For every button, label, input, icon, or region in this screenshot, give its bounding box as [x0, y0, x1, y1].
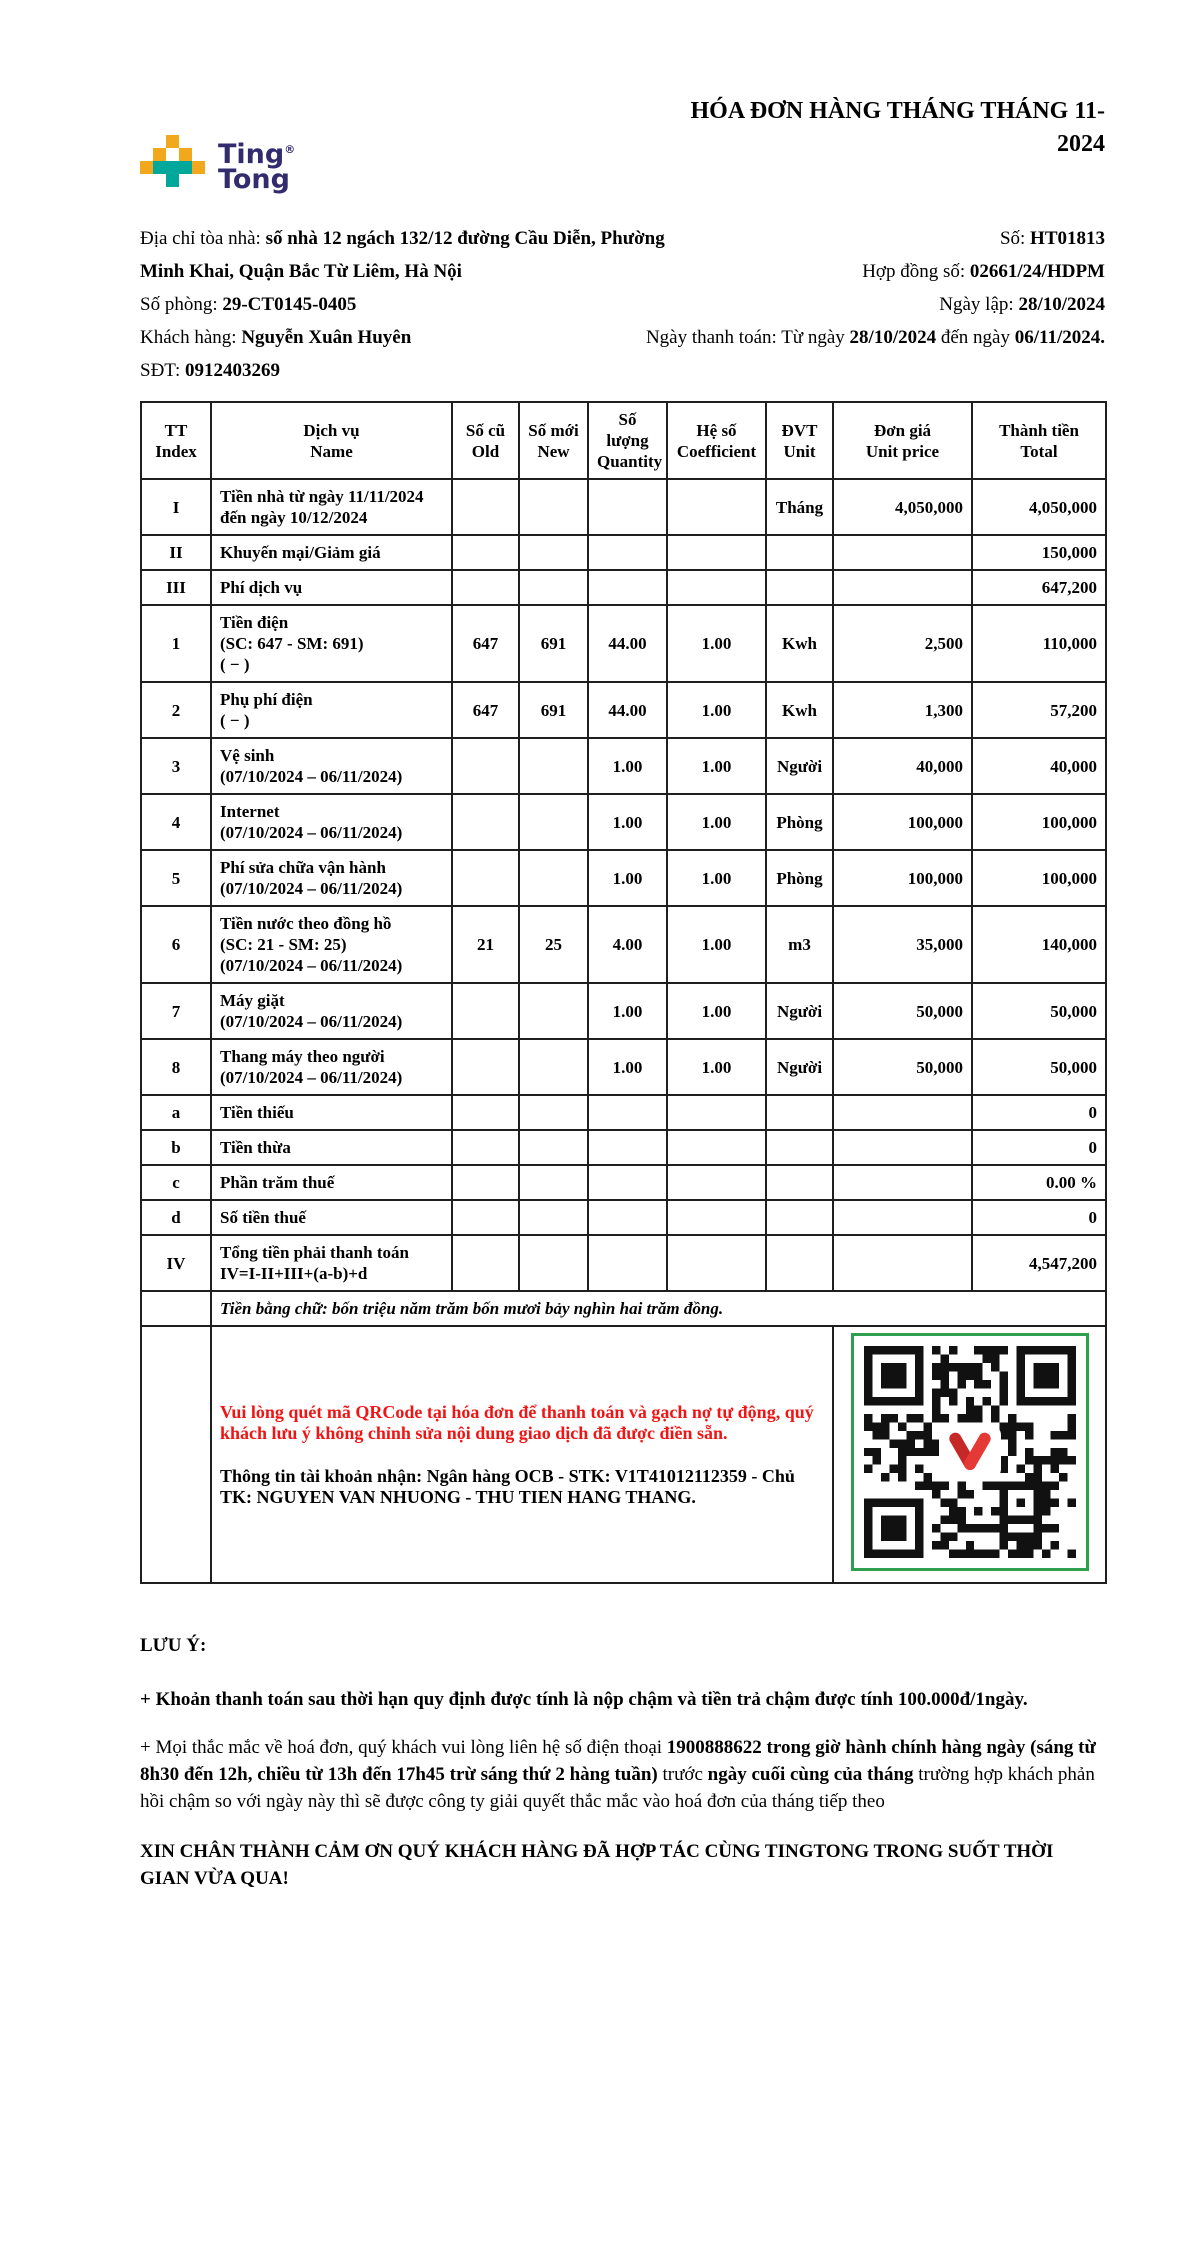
- table-header-cell: Hệ số Coefficient: [667, 402, 766, 479]
- cell-coef: [667, 479, 766, 535]
- cell-name: Tiền nước theo đồng hồ (SC: 21 - SM: 25) (07/10/2024 – 06/11/2024): [211, 906, 452, 983]
- table-header-row: [141, 402, 1106, 479]
- cell-qty: [588, 1130, 667, 1165]
- cell-tt: 3: [141, 738, 211, 794]
- thank-you-note: XIN CHÂN THÀNH CẢM ƠN QUÝ KHÁCH HÀNG ĐÃ HỢP TÁC CÙNG TINGTONG TRONG SUỐT THỜI GIAN VỪA QUA!: [140, 1841, 1054, 1889]
- cell-old: [452, 1095, 519, 1130]
- cell-unit: [766, 570, 833, 605]
- cell-price: 1,300: [833, 682, 972, 738]
- hotline-note: [140, 1734, 1105, 1815]
- text-segment: đến ngày: [936, 327, 1015, 348]
- table-row: [141, 1200, 1106, 1235]
- cell-unit: [766, 1200, 833, 1235]
- cell-name: Phụ phí điện ( − ): [211, 682, 452, 738]
- cell-price: 2,500: [833, 605, 972, 682]
- cell-new: [519, 738, 588, 794]
- cell-tt: I: [141, 479, 211, 535]
- notes-heading: LƯU Ý:: [140, 1635, 207, 1656]
- cell-new: 25: [519, 906, 588, 983]
- cell-name: Khuyến mại/Giảm giá: [211, 535, 452, 570]
- cell-new: [519, 570, 588, 605]
- payment-qr-row: [141, 1326, 1106, 1583]
- cell-coef: 1.00: [667, 983, 766, 1039]
- cell-old: [452, 738, 519, 794]
- text-segment: Hợp đồng số:: [862, 261, 970, 282]
- cell-coef: [667, 535, 766, 570]
- cell-price: [833, 535, 972, 570]
- table-row: [141, 983, 1106, 1039]
- cell-name: Phí sửa chữa vận hành (07/10/2024 – 06/11/2024): [211, 850, 452, 906]
- cell-price: [833, 1095, 972, 1130]
- cell-old: 647: [452, 682, 519, 738]
- text-segment: NGUYEN VAN NHUONG - THU TIEN HANG THANG: [256, 1486, 692, 1507]
- customer-phone: [140, 354, 280, 387]
- info-row: [140, 222, 1105, 255]
- cell-total: 150,000: [972, 535, 1106, 570]
- cell-coef: [667, 1130, 766, 1165]
- cell-old: [452, 535, 519, 570]
- cell-name: Tiền nhà từ ngày 11/11/2024 đến ngày 10/12/2024: [211, 479, 452, 535]
- cell-price: 4,050,000: [833, 479, 972, 535]
- cell-name: Tiền thiếu: [211, 1095, 452, 1130]
- cell-total: 4,547,200: [972, 1235, 1106, 1291]
- cell-unit: Tháng: [766, 479, 833, 535]
- cell-old: [452, 983, 519, 1039]
- table-row: [141, 1130, 1106, 1165]
- cell-tt: 2: [141, 682, 211, 738]
- logo-pixel: [192, 161, 205, 174]
- building-address-line2: [140, 255, 462, 288]
- text-segment: .: [691, 1486, 696, 1507]
- logo-pixel: [153, 161, 192, 174]
- cell-qty: 1.00: [588, 850, 667, 906]
- table-row: [141, 682, 1106, 738]
- cell-price: 100,000: [833, 850, 972, 906]
- cell-price: [833, 1200, 972, 1235]
- text-segment: 29-CT0145-0405: [222, 294, 357, 315]
- cell-new: [519, 983, 588, 1039]
- room-number: [140, 288, 356, 321]
- cell-tt: 5: [141, 850, 211, 906]
- invoice-table: [140, 401, 1107, 1584]
- cell-new: [519, 794, 588, 850]
- cell-qty: [588, 1095, 667, 1130]
- cell-price: 100,000: [833, 794, 972, 850]
- table-row: [141, 1235, 1106, 1291]
- qr-scan-note: Vui lòng quét mã QRCode tại hóa đơn để thanh toán và gạch nợ tự động, quý khách lưu ý không chỉnh sửa nội dung giao dịch đã được điền sẵn.: [220, 1401, 814, 1443]
- cell-total: 0.00 %: [972, 1165, 1106, 1200]
- cell-total: 100,000: [972, 850, 1106, 906]
- text-segment: bốn triệu năm trăm bốn mươi bảy nghìn hai trăm đồng.: [332, 1299, 724, 1318]
- cell-new: 691: [519, 605, 588, 682]
- cell-old: 21: [452, 906, 519, 983]
- text-segment: số nhà 12 ngách 132/12 đường Cầu Diễn, Phường: [265, 228, 665, 249]
- text-segment: Nguyễn Xuân Huyên: [241, 327, 412, 348]
- cell-coef: [667, 570, 766, 605]
- cell-coef: [667, 1095, 766, 1130]
- table-body: [141, 479, 1106, 1291]
- table-row: [141, 738, 1106, 794]
- cell-new: 691: [519, 682, 588, 738]
- cell-unit: m3: [766, 906, 833, 983]
- text-segment: trước: [657, 1764, 708, 1785]
- table-row: [141, 570, 1106, 605]
- cell-coef: 1.00: [667, 738, 766, 794]
- cell-qty: 44.00: [588, 605, 667, 682]
- payment-instructions-cell: [211, 1326, 833, 1583]
- cell-unit: [766, 1130, 833, 1165]
- cell-name: Vệ sinh (07/10/2024 – 06/11/2024): [211, 738, 452, 794]
- cell-name: Tiền thừa: [211, 1130, 452, 1165]
- text-segment: 06/11/2024.: [1014, 327, 1105, 348]
- cell-new: [519, 1095, 588, 1130]
- tingtong-wordmark: [218, 137, 296, 195]
- amount-in-words-row: [141, 1291, 1106, 1326]
- table-row: [141, 1095, 1106, 1130]
- cell-tt: b: [141, 1130, 211, 1165]
- cell-total: 0: [972, 1200, 1106, 1235]
- table-header-cell: Đơn giá Unit price: [833, 402, 972, 479]
- cell-qty: [588, 1200, 667, 1235]
- invoice-number: [1000, 222, 1105, 255]
- table-row: [141, 1039, 1106, 1095]
- late-payment-note: + Khoản thanh toán sau thời hạn quy định được tính là nộp chậm và tiền trả chậm được tính 100.000đ/1ngày.: [140, 1689, 1028, 1710]
- cell-old: [452, 1039, 519, 1095]
- text-segment: 0912403269: [184, 360, 280, 381]
- cell-name: Tổng tiền phải thanh toán IV=I-II+III+(a-b)+d: [211, 1235, 452, 1291]
- amount-in-words: [211, 1291, 1106, 1326]
- cell-qty: [588, 1235, 667, 1291]
- table-header-cell: ĐVT Unit: [766, 402, 833, 479]
- tingtong-pixel-arrow-icon: [140, 135, 205, 187]
- table-header-cell: TT Index: [141, 402, 211, 479]
- cell-coef: 1.00: [667, 794, 766, 850]
- cell-unit: [766, 1235, 833, 1291]
- text-segment: Khách hàng:: [140, 327, 242, 348]
- cell-old: [452, 1130, 519, 1165]
- qr-cell: [833, 1326, 1106, 1583]
- cell-price: [833, 1165, 972, 1200]
- cell-unit: Người: [766, 983, 833, 1039]
- cell-name: Số tiền thuế: [211, 1200, 452, 1235]
- cell-price: 35,000: [833, 906, 972, 983]
- customer-name: [140, 321, 411, 354]
- text-segment: Tiền bằng chữ:: [220, 1299, 333, 1318]
- cell-total: 140,000: [972, 906, 1106, 983]
- invoice-info-block: [140, 222, 1105, 387]
- text-segment: Thông tin tài khoản nhận: Ngân hàng OCB - STK:: [220, 1465, 615, 1486]
- cell-old: [452, 1200, 519, 1235]
- text-segment: Ngày lập:: [939, 294, 1019, 315]
- footer-notes: [140, 1632, 1105, 1892]
- cell-price: 40,000: [833, 738, 972, 794]
- cell-new: [519, 1200, 588, 1235]
- cell-unit: [766, 535, 833, 570]
- cell-qty: 1.00: [588, 983, 667, 1039]
- text-segment: 28/10/2024: [849, 327, 937, 348]
- cell-qty: [588, 535, 667, 570]
- cell-coef: [667, 1235, 766, 1291]
- text-segment: 02661/24/HDPM: [969, 261, 1105, 282]
- cell-price: [833, 570, 972, 605]
- cell-name: Tiền điện (SC: 647 - SM: 691) ( − ): [211, 605, 452, 682]
- cell-qty: 1.00: [588, 1039, 667, 1095]
- cell-qty: 44.00: [588, 682, 667, 738]
- cell-total: 50,000: [972, 983, 1106, 1039]
- cell-total: 40,000: [972, 738, 1106, 794]
- cell-tt: c: [141, 1165, 211, 1200]
- tingtong-logo: [140, 135, 296, 195]
- cell-price: 50,000: [833, 1039, 972, 1095]
- text-segment: + Mọi thắc mắc về hoá đơn, quý khách vui lòng liên hệ số điện thoại: [140, 1737, 667, 1758]
- cell-unit: Phòng: [766, 850, 833, 906]
- table-header-cell: Thành tiền Total: [972, 402, 1106, 479]
- table-row: [141, 535, 1106, 570]
- cell-tt: III: [141, 570, 211, 605]
- cell-empty: [141, 1326, 211, 1583]
- table-header: [141, 402, 1106, 479]
- cell-new: [519, 850, 588, 906]
- cell-coef: [667, 1200, 766, 1235]
- text-segment: - Chủ TK:: [220, 1465, 795, 1507]
- cell-total: 50,000: [972, 1039, 1106, 1095]
- cell-tt: 7: [141, 983, 211, 1039]
- vietqr-v-icon: [939, 1425, 1001, 1479]
- table-row: [141, 906, 1106, 983]
- cell-qty: 1.00: [588, 738, 667, 794]
- cell-old: [452, 479, 519, 535]
- cell-total: 0: [972, 1130, 1106, 1165]
- cell-total: 110,000: [972, 605, 1106, 682]
- cell-tt: 1: [141, 605, 211, 682]
- cell-total: 100,000: [972, 794, 1106, 850]
- logo-pixel: [179, 148, 192, 161]
- text-segment: trường hợp khách phản hồi chậm so với ngày này thì sẽ được công ty giải quyết thắc mắc vào hoá đơn của tháng tiếp theo: [140, 1764, 1095, 1812]
- cell-coef: 1.00: [667, 850, 766, 906]
- cell-unit: Kwh: [766, 682, 833, 738]
- cell-price: 50,000: [833, 983, 972, 1039]
- text-segment: HT01813: [1030, 228, 1105, 249]
- logo-pixel: [153, 148, 166, 161]
- cell-unit: Người: [766, 738, 833, 794]
- cell-new: [519, 1235, 588, 1291]
- cell-coef: 1.00: [667, 1039, 766, 1095]
- invoice-title: HÓA ĐƠN HÀNG THÁNG THÁNG 11-2024: [690, 98, 1105, 157]
- text-segment: Minh Khai, Quận Bắc Từ Liêm, Hà Nội: [140, 261, 462, 282]
- cell-total: 4,050,000: [972, 479, 1106, 535]
- issue-date: [939, 288, 1105, 321]
- cell-coef: [667, 1165, 766, 1200]
- cell-total: 647,200: [972, 570, 1106, 605]
- cell-name: Phí dịch vụ: [211, 570, 452, 605]
- wordmark-line1: Ting: [218, 139, 285, 170]
- cell-name: Thang máy theo người (07/10/2024 – 06/11/2024): [211, 1039, 452, 1095]
- text-segment: 1900888622 trong giờ hành chính hàng ngày (sáng từ 8h30 đến 12h, chiều từ 13h đến 17h45 trừ sáng thứ 2 hàng tuần): [140, 1737, 1096, 1785]
- cell-new: [519, 1039, 588, 1095]
- text-segment: Ngày thanh toán: Từ ngày: [645, 327, 850, 348]
- cell-qty: [588, 479, 667, 535]
- cell-tt: 4: [141, 794, 211, 850]
- table-row: [141, 1165, 1106, 1200]
- contract-number: [862, 255, 1105, 288]
- cell-tt: a: [141, 1095, 211, 1130]
- cell-old: [452, 850, 519, 906]
- text-segment: V1T41012112359: [614, 1465, 747, 1486]
- table-header-cell: Số cũ Old: [452, 402, 519, 479]
- cell-name: Máy giặt (07/10/2024 – 06/11/2024): [211, 983, 452, 1039]
- table-header-cell: Số lượng Quantity: [588, 402, 667, 479]
- logo-pixel: [166, 174, 179, 187]
- registered-mark: ®: [284, 143, 296, 156]
- table-row: [141, 850, 1106, 906]
- cell-old: [452, 570, 519, 605]
- cell-unit: [766, 1165, 833, 1200]
- bank-account-info: [220, 1466, 824, 1508]
- cell-unit: Kwh: [766, 605, 833, 682]
- cell-unit: Người: [766, 1039, 833, 1095]
- cell-name: Internet (07/10/2024 – 06/11/2024): [211, 794, 452, 850]
- cell-qty: [588, 570, 667, 605]
- text-segment: Địa chỉ tòa nhà:: [140, 228, 266, 249]
- wordmark-line2: Tong: [218, 164, 290, 195]
- table-row: [141, 794, 1106, 850]
- cell-new: [519, 1165, 588, 1200]
- info-row: [140, 321, 1105, 354]
- cell-qty: [588, 1165, 667, 1200]
- text-segment: Số phòng:: [140, 294, 223, 315]
- table-row: [141, 605, 1106, 682]
- info-row: [140, 255, 1105, 288]
- cell-tt: 6: [141, 906, 211, 983]
- cell-new: [519, 535, 588, 570]
- payment-qr-code: [851, 1333, 1089, 1571]
- payment-period: [646, 321, 1105, 354]
- cell-new: [519, 479, 588, 535]
- cell-tt: II: [141, 535, 211, 570]
- cell-tt: 8: [141, 1039, 211, 1095]
- cell-qty: 4.00: [588, 906, 667, 983]
- cell-coef: 1.00: [667, 682, 766, 738]
- table-row: [141, 479, 1106, 535]
- text-segment: SĐT:: [140, 360, 185, 381]
- logo-pixel: [140, 161, 153, 174]
- info-row: [140, 288, 1105, 321]
- cell-coef: 1.00: [667, 906, 766, 983]
- cell-total: 0: [972, 1095, 1106, 1130]
- info-row: [140, 354, 1105, 387]
- table-header-cell: Số mới New: [519, 402, 588, 479]
- invoice-header: [140, 95, 1105, 195]
- cell-unit: Phòng: [766, 794, 833, 850]
- cell-empty: [141, 1291, 211, 1326]
- text-segment: 28/10/2024: [1018, 294, 1105, 315]
- table-header-cell: Dịch vụ Name: [211, 402, 452, 479]
- cell-coef: 1.00: [667, 605, 766, 682]
- cell-old: [452, 1235, 519, 1291]
- cell-qty: 1.00: [588, 794, 667, 850]
- cell-unit: [766, 1095, 833, 1130]
- building-address-line1: [140, 222, 665, 255]
- cell-tt: d: [141, 1200, 211, 1235]
- cell-total: 57,200: [972, 682, 1106, 738]
- cell-old: [452, 794, 519, 850]
- cell-new: [519, 1130, 588, 1165]
- table-footer: [141, 1291, 1106, 1583]
- cell-old: 647: [452, 605, 519, 682]
- cell-price: [833, 1130, 972, 1165]
- cell-tt: IV: [141, 1235, 211, 1291]
- logo-pixel: [166, 135, 179, 148]
- cell-old: [452, 1165, 519, 1200]
- text-segment: ngày cuối cùng của tháng: [707, 1764, 914, 1785]
- text-segment: Số:: [999, 228, 1031, 249]
- cell-name: Phần trăm thuế: [211, 1165, 452, 1200]
- cell-price: [833, 1235, 972, 1291]
